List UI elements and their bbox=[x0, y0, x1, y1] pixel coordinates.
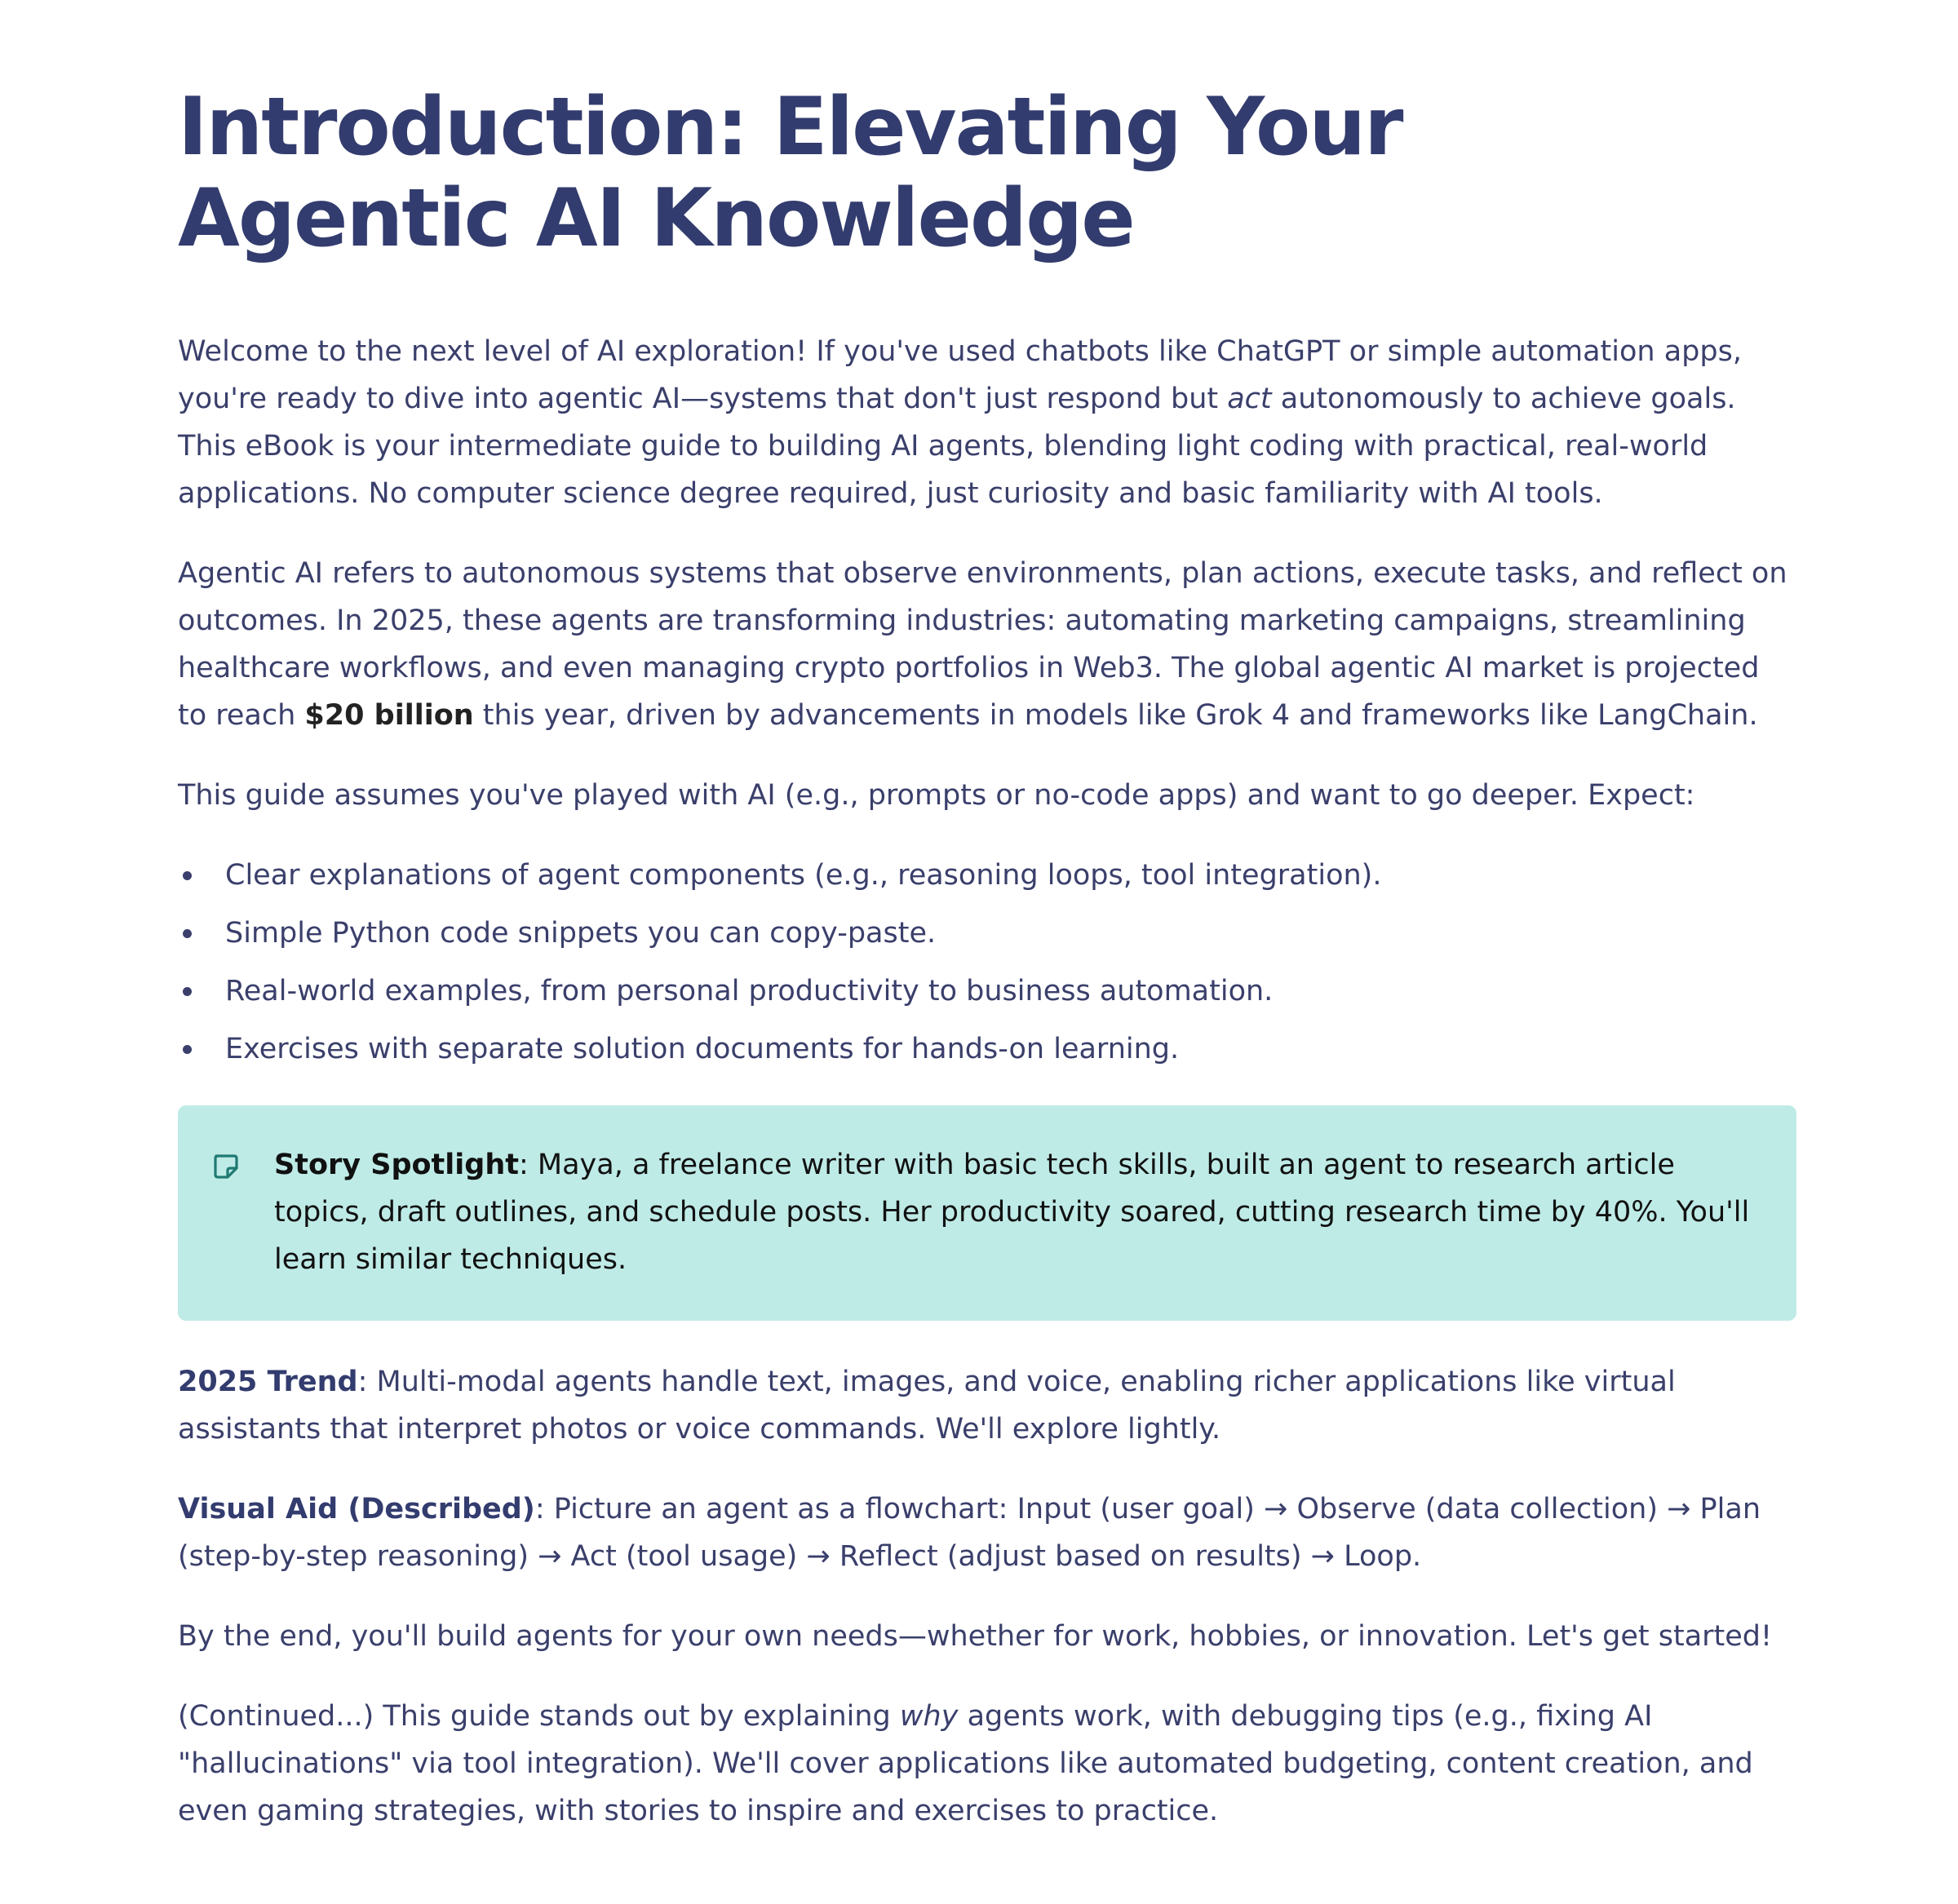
closing-paragraph: By the end, you'll build agents for your own needs—whether for work, hobbies, or innovation. Let's get started! bbox=[178, 1620, 1773, 1653]
list-item-text: Simple Python code snippets you can copy-paste. bbox=[225, 917, 937, 950]
continued-emphasis: why bbox=[899, 1700, 959, 1733]
continued-paragraph bbox=[178, 1693, 1796, 1835]
list-item bbox=[178, 852, 1796, 899]
bullet-dot bbox=[183, 1045, 192, 1054]
visual-aid-paragraph bbox=[178, 1486, 1796, 1580]
definition-text-end: this year, driven by advancements in models like Grok 4 and frameworks like LangChain. bbox=[473, 699, 1758, 732]
expectations-intro: This guide assumes you've played with AI (e.g., prompts or no-code apps) and want to go deeper. Expect: bbox=[178, 779, 1695, 812]
list-item-text: Clear explanations of agent components (e.g., reasoning loops, tool integration). bbox=[225, 859, 1382, 892]
ebook-page bbox=[178, 82, 1796, 1867]
bullet-dot bbox=[183, 871, 192, 880]
callout-text bbox=[274, 1141, 1761, 1283]
list-item bbox=[178, 910, 1796, 957]
bullet-dot bbox=[183, 987, 192, 996]
trend-paragraph bbox=[178, 1358, 1796, 1453]
visual-aid-body: : Picture an agent as a flowchart: Input (user goal) → Observe (data collection) → Plan (step-by-step reasoning) → Act (tool usage) → Reflect (adjust based on results) → Loop. bbox=[178, 1493, 1761, 1573]
trend-label: 2025 Trend bbox=[178, 1366, 358, 1398]
callout-body: : Maya, a freelance writer with basic tech skills, built an agent to research article topics, draft outlines, and schedule posts. Her productivity soared, cutting research time by 40%. You'll learn similar techniques. bbox=[274, 1149, 1750, 1276]
expectations-list bbox=[178, 852, 1796, 1073]
note-icon bbox=[212, 1153, 240, 1180]
market-figure: $20 billion bbox=[304, 699, 474, 732]
continued-text-end: agents work, with debugging tips (e.g., fixing AI "hallucinations" via tool integration). We'll cover applications like automated budgeting, content creation, and even gaming strategies, with stories to inspire and exercises to practice. bbox=[178, 1700, 1753, 1827]
trend-body: : Multi-modal agents handle text, images, and voice, enabling richer applications like virtual assistants that interpret photos or voice commands. We'll explore lightly. bbox=[178, 1366, 1676, 1446]
list-item bbox=[178, 1025, 1796, 1073]
continued-text-start: (Continued...) This guide stands out by explaining bbox=[178, 1700, 900, 1733]
callout-label: Story Spotlight bbox=[274, 1149, 519, 1181]
intro-emphasis: act bbox=[1227, 383, 1272, 415]
intro-paragraph bbox=[178, 328, 1796, 517]
list-item-text: Exercises with separate solution documents for hands-on learning. bbox=[225, 1033, 1180, 1065]
definition-paragraph bbox=[178, 550, 1796, 739]
visual-aid-label: Visual Aid (Described) bbox=[178, 1493, 535, 1525]
definition-text-start: Agentic AI refers to autonomous systems that observe environments, plan actions, execute tasks, and reflect on outcomes. In 2025, these agents are transforming industries: automating marketing campaigns, streamlining healthcare workflows, and even managing crypto portfolios in Web3. The global agentic AI market is projected to reach bbox=[178, 557, 1787, 732]
story-spotlight-callout bbox=[178, 1105, 1796, 1321]
bullet-dot bbox=[183, 929, 192, 938]
intro-text-start: Welcome to the next level of AI exploration! If you've used chatbots like ChatGPT or simple automation apps, you're ready to dive into agentic AI—systems that don't just respond but bbox=[178, 335, 1742, 415]
list-item-text: Real-world examples, from personal productivity to business automation. bbox=[225, 975, 1274, 1007]
intro-text-end: autonomously to achieve goals. This eBook is your intermediate guide to building AI agents, blending light coding with practical, real-world applications. No computer science degree required, just curiosity and basic familiarity with AI tools. bbox=[178, 383, 1736, 510]
page-title: Introduction: Elevating Your Agentic AI Knowledge bbox=[178, 81, 1402, 265]
list-item bbox=[178, 967, 1796, 1015]
